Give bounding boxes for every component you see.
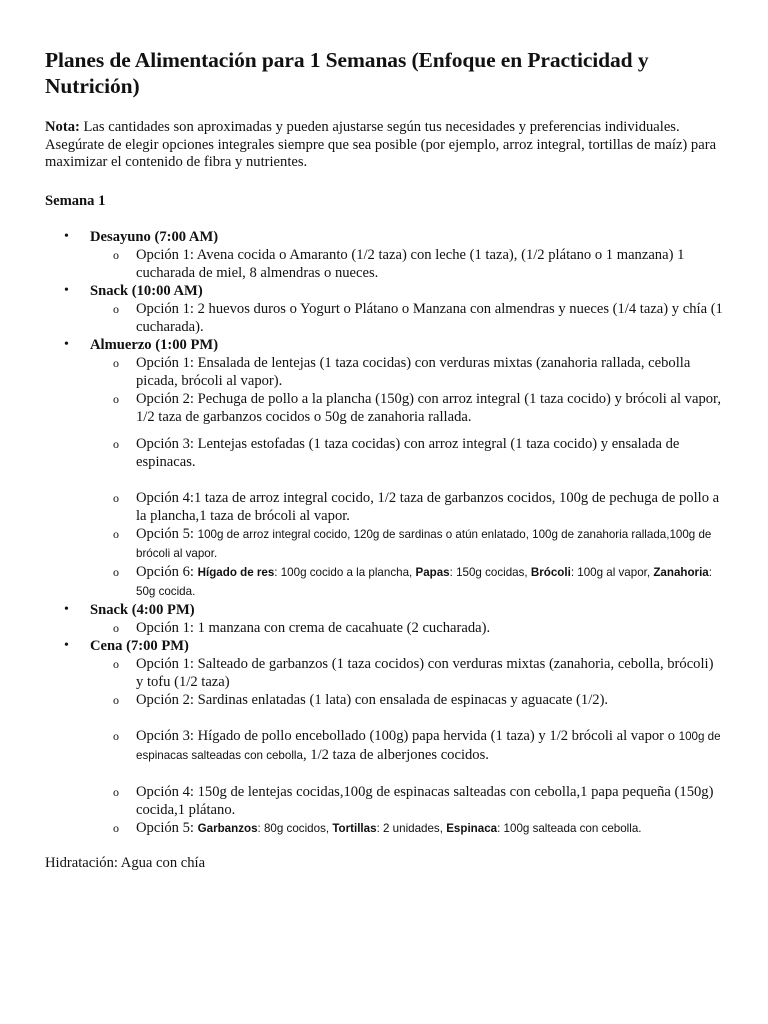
food-detail: : 100g salteada con cebolla. bbox=[497, 821, 642, 835]
page-title: Planes de Alimentación para 1 Semanas (Enfoque en Practicidad y Nutrición) bbox=[45, 48, 649, 98]
meal-almuerzo bbox=[45, 336, 723, 601]
note-label: Nota: bbox=[45, 119, 80, 135]
food-detail: : 80g cocidos, bbox=[257, 821, 333, 835]
meal-snack-afternoon bbox=[45, 601, 723, 637]
food-name: Hígado de res bbox=[197, 565, 275, 579]
food-name: Zanahoria bbox=[653, 565, 709, 579]
option-list bbox=[90, 300, 723, 336]
option-item: o Opción 4: 150g de lentejas cocidas,100g de espinacas salteadas con cebolla,1 papa pequeña (150g) cocida,1 plátano. bbox=[90, 783, 723, 819]
note-text: Las cantidades son aproximadas y pueden ajustarse según tus necesidades y preferencias individuales. Asegúrate de elegir opciones integrales siempre que sea posible (por ejemplo, arroz integral, tortillas de maíz) para maximizar el contenido de fibra y nutrientes. bbox=[45, 119, 717, 171]
option-label: Opción 6: bbox=[136, 563, 198, 580]
food-name: Brócoli bbox=[530, 565, 571, 579]
food-detail: : 2 unidades, bbox=[376, 821, 447, 835]
meal-cena bbox=[45, 637, 723, 838]
option-text: , 1/2 taza de alberjones cocidos. bbox=[302, 746, 489, 763]
meal-title: Cena (7:00 PM) bbox=[90, 637, 189, 654]
option-list bbox=[90, 619, 723, 637]
option-item: o Opción 4:1 taza de arroz integral cocido, 1/2 taza de garbanzos cocidos, 100g de pechuga de pollo a la plancha,1 taza de brócoli al vapor. bbox=[90, 489, 723, 525]
option-item: o Opción 1: Avena cocida o Amaranto (1/2 taza) con leche (1 taza), (1/2 plátano o 1 manzana) 1 cucharada de miel, 8 almendras o nueces. bbox=[90, 246, 723, 282]
option-item bbox=[90, 819, 723, 838]
meal-title: Almuerzo (1:00 PM) bbox=[90, 336, 219, 353]
food-name: Espinaca bbox=[446, 821, 498, 835]
option-item: o Opción 1: 1 manzana con crema de cacahuate (2 cucharada). bbox=[90, 619, 723, 637]
option-item bbox=[90, 525, 723, 563]
option-label: Opción 5: bbox=[136, 819, 198, 836]
option-item: o Opción 1: Salteado de garbanzos (1 taza cocidos) con verduras mixtas (zanahoria, cebolla, brócoli) y tofu (1/2 taza) bbox=[90, 655, 723, 691]
option-text bbox=[198, 822, 642, 835]
hydration-note: Hidratación: Agua con chía bbox=[45, 854, 206, 871]
meal-title: Desayuno (7:00 AM) bbox=[90, 228, 219, 245]
food-detail: : 100g cocido a la plancha, bbox=[274, 565, 416, 579]
food-name: Papas bbox=[415, 565, 450, 579]
option-list bbox=[90, 246, 723, 282]
option-item bbox=[90, 563, 723, 601]
food-detail: : 100g al vapor, bbox=[570, 565, 654, 579]
food-detail: : 150g cocidas, bbox=[449, 565, 531, 579]
option-text: 100g de arroz integral cocido, 120g de sardinas o atún enlatado, 100g de zanahoria rallada,100g de brócoli al vapor. bbox=[136, 527, 712, 560]
meal-title: Snack (4:00 PM) bbox=[90, 601, 195, 618]
option-item: o Opción 1: 2 huevos duros o Yogurt o Plátano o Manzana con almendras y nueces (1/4 taza) y chía (1 cucharada). bbox=[90, 300, 723, 336]
food-detail: : 50g cocida. bbox=[136, 565, 712, 598]
option-text bbox=[136, 563, 712, 598]
option-item: o Opción 3: Lentejas estofadas (1 taza cocidas) con arroz integral (1 taza cocido) y ensalada de espinacas. bbox=[90, 435, 723, 471]
option-item: o Opción 2: Sardinas enlatadas (1 lata) con ensalada de espinacas y aguacate (1/2). bbox=[90, 691, 723, 709]
note-paragraph bbox=[45, 119, 723, 172]
food-name: Garbanzos bbox=[197, 821, 258, 835]
meal-list bbox=[45, 228, 723, 838]
meal-desayuno bbox=[45, 228, 723, 282]
option-text: Opción 3: Hígado de pollo encebollado (100g) papa hervida (1 taza) y 1/2 brócoli al vapor o bbox=[136, 727, 679, 744]
option-list bbox=[90, 354, 723, 601]
option-item: o Opción 1: Ensalada de lentejas (1 taza cocidas) con verduras mixtas (zanahoria rallada, cebolla picada, brócoli al vapor). bbox=[90, 354, 723, 390]
option-item bbox=[90, 727, 723, 765]
option-text-sans: 100g de espinacas salteadas con cebolla bbox=[136, 729, 721, 762]
option-list bbox=[90, 655, 723, 838]
meal-title: Snack (10:00 AM) bbox=[90, 282, 203, 299]
meal-snack-morning bbox=[45, 282, 723, 336]
option-item: o Opción 2: Pechuga de pollo a la plancha (150g) con arroz integral (1 taza cocido) y brócoli al vapor, 1/2 taza de garbanzos cocidos o 50g de zanahoria rallada. bbox=[90, 390, 723, 426]
option-label: Opción 5: bbox=[136, 525, 198, 542]
food-name: Tortillas bbox=[332, 821, 377, 835]
week-heading: Semana 1 bbox=[45, 192, 106, 209]
